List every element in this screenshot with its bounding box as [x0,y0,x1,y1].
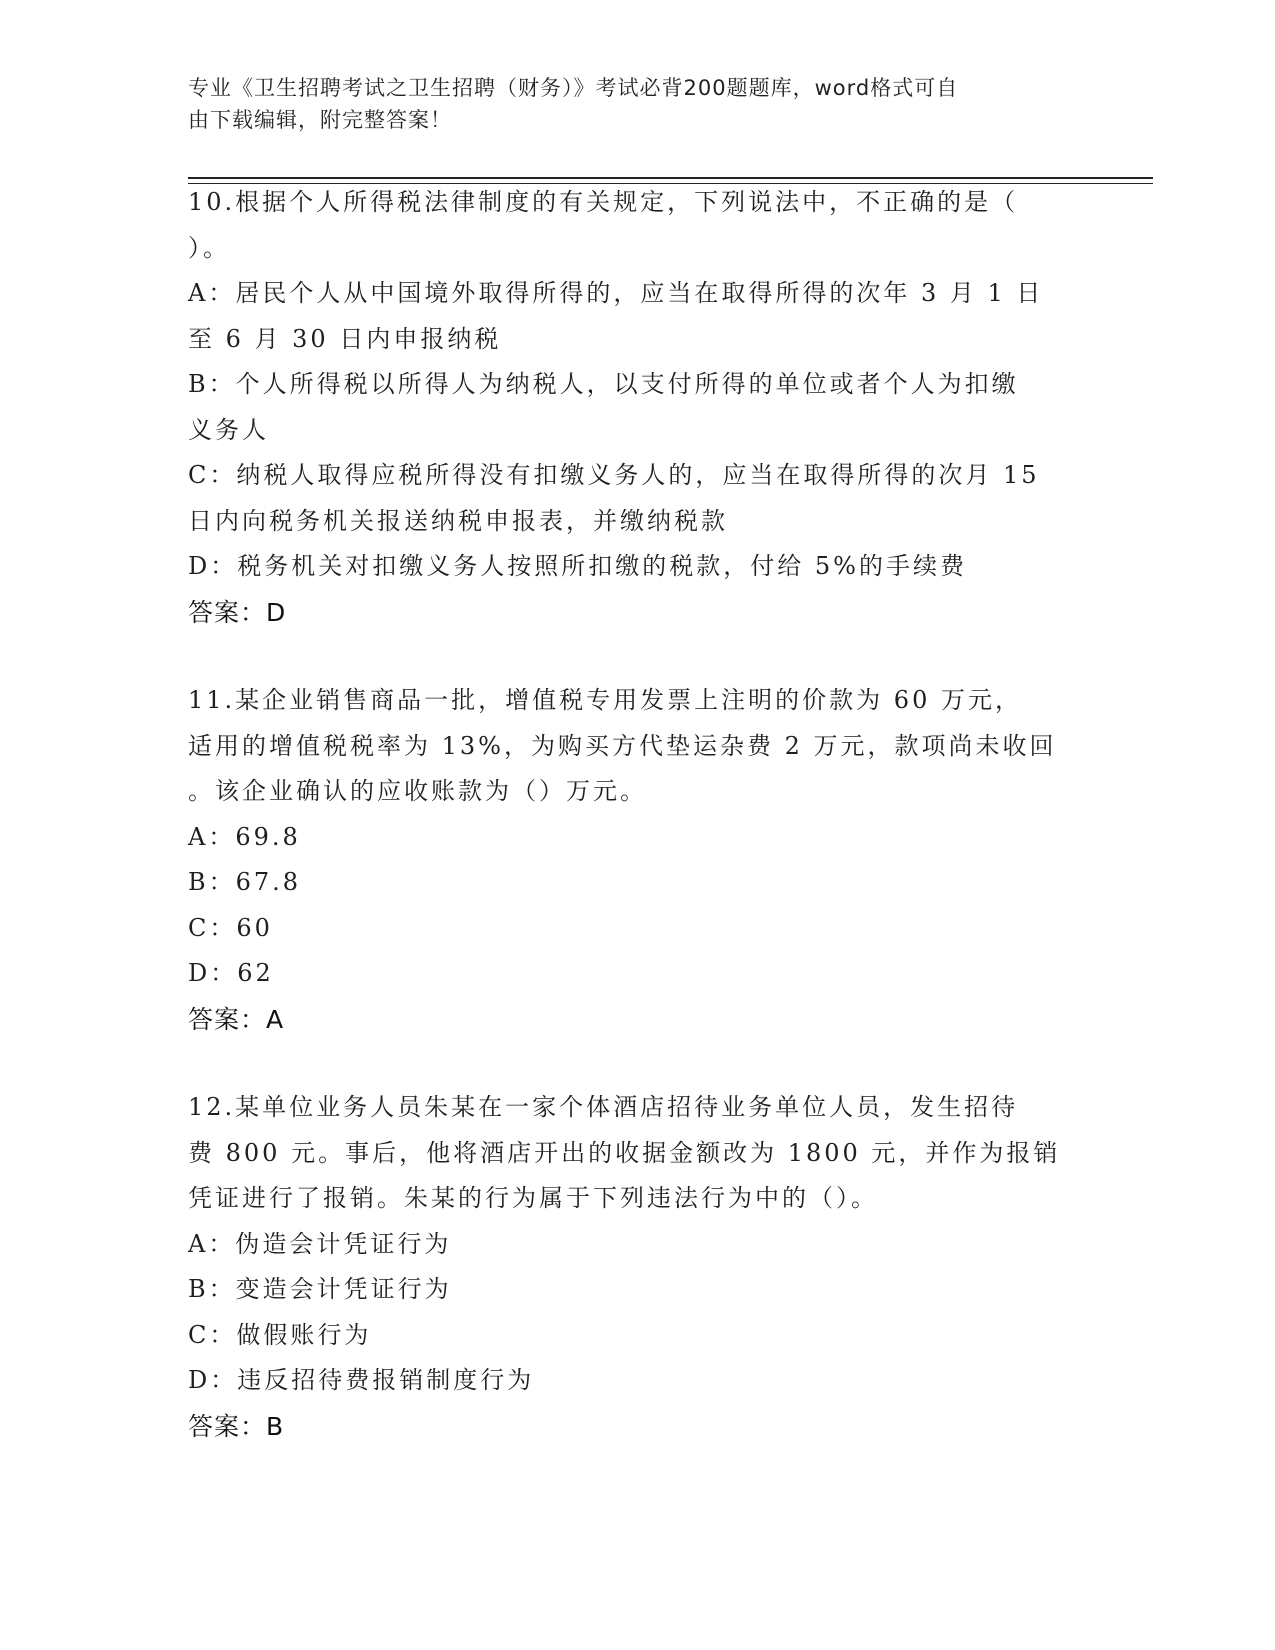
option-line: B：变造会计凭证行为 [188,1275,452,1303]
option-line: D：税务机关对扣缴义务人按照所扣缴的税款，付给 5%的手续费 [188,552,967,580]
question-10 [188,180,1088,635]
question-stem-line: 10.根据个人所得税法律制度的有关规定，下列说法中，不正确的是（ [188,188,1019,216]
option-line: A：伪造会计凭证行为 [188,1229,452,1258]
question-stem-line: 凭证进行了报销。朱某的行为属于下列违法行为中的（）。 [188,1184,878,1212]
option-line: D：违反招待费报销制度行为 [188,1366,535,1394]
answer-line: 答案：A [188,1004,285,1034]
question-stem-line: 。该企业确认的应收账款为（）万元。 [188,777,647,805]
question-stem-line: 费 800 元。事后，他将酒店开出的收据金额改为 1800 元，并作为报销 [188,1138,1061,1167]
option-line: B：个人所得税以所得人为纳税人，以支付所得的单位或者个人为扣缴 [188,370,1019,398]
option-line: C：纳税人取得应税所得没有扣缴义务人的，应当在取得所得的次月 15 [188,461,1040,489]
question-11 [188,678,1088,1042]
option-line: A：69.8 [188,822,301,851]
header-line-2: 由下载编辑，附完整答案！ [188,108,452,132]
answer-line: 答案：D [188,597,287,627]
option-line: 义务人 [188,415,269,444]
option-line: 至 6 月 30 日内申报纳税 [188,324,502,353]
document-header [188,72,1068,136]
option-line: C：做假账行为 [188,1320,372,1349]
header-divider-thick [188,177,1153,179]
option-line: 日内向税务机关报送纳税申报表，并缴纳税款 [188,506,728,535]
option-line: D：62 [188,959,274,987]
answer-line: 答案：B [188,1411,285,1441]
header-line-1: 专业《卫生招聘考试之卫生招聘（财务）》考试必背200题题库，word格式可自 [188,76,959,100]
question-stem-line: ）。 [188,233,230,262]
option-line: A：居民个人从中国境外取得所得的，应当在取得所得的次年 3 月 1 日 [188,279,1044,307]
question-stem-line: 11.某企业销售商品一批，增值税专用发票上注明的价款为 60 万元， [188,686,1022,714]
question-stem-line: 12.某单位业务人员朱某在一家个体酒店招待业务单位人员，发生招待 [188,1093,1019,1121]
question-stem-line: 适用的增值税税率为 13%，为购买方代垫运杂费 2 万元，款项尚未收回 [188,731,1057,760]
option-line: B：67.8 [188,868,302,896]
option-line: C：60 [188,913,273,942]
question-12 [188,1085,1088,1449]
